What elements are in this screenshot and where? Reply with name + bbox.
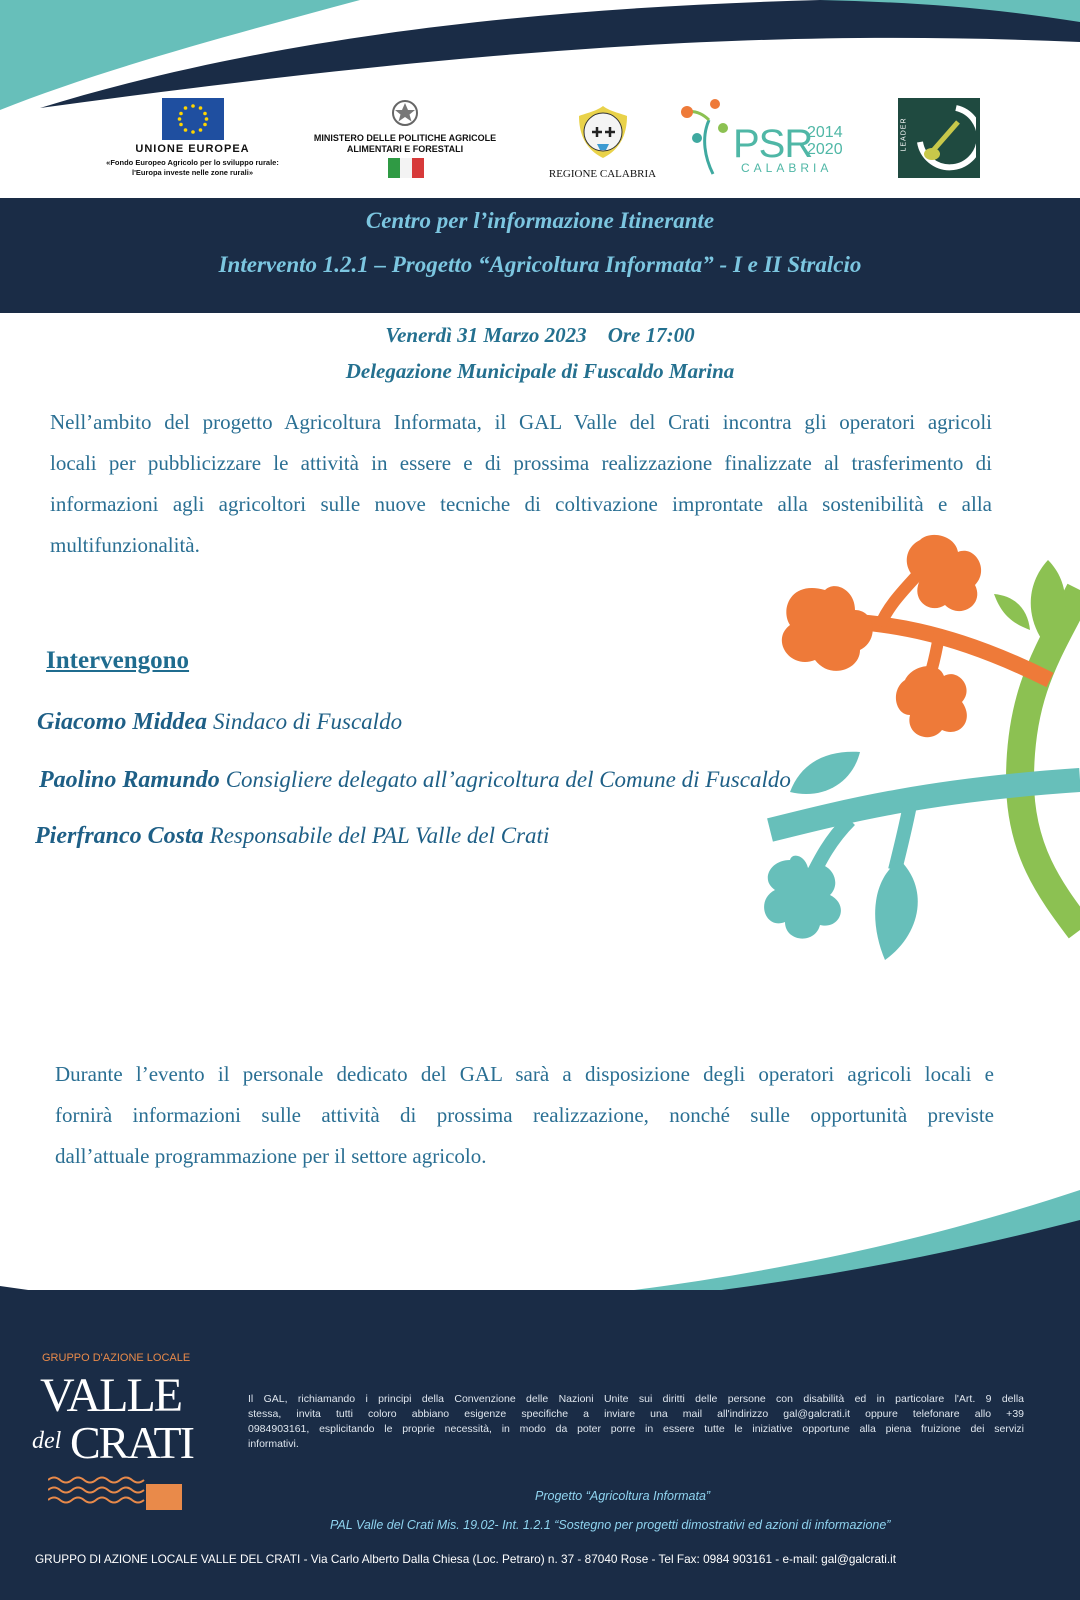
intro-line: informazioni agli agricoltori sulle nuove tecniche di coltivazione improntate alla sostenibilità e alla xyxy=(50,492,992,516)
accessibility-notice xyxy=(248,1392,1024,1452)
speaker-role: Responsabile del PAL Valle del Crati xyxy=(209,823,550,848)
intro-line: Nell’ambito del progetto Agricoltura Informata, il GAL Valle del Crati incontra gli operatori agricoli xyxy=(50,410,992,434)
header-title-2: Intervento 1.2.1 – Progetto “Agricoltura Informata” - I e II Stralcio xyxy=(218,252,862,277)
psr-logo xyxy=(675,98,855,183)
ministry-line-2: ALIMENTARI E FORESTALI xyxy=(346,144,464,154)
psr-plant-icon xyxy=(675,98,735,176)
ministry-line-1: MINISTERO DELLE POLITICHE AGRICOLE xyxy=(313,133,497,143)
leader-label: LEADER xyxy=(900,117,908,152)
psr-year-2: 2020 xyxy=(807,141,843,158)
footer-pal: PAL Valle del Crati Mis. 19.02- Int. 1.2.1 “Sostegno per progetti dimostrativi ed azioni di informazione” xyxy=(330,1518,891,1532)
header-title-1: Centro per l’informazione Itinerante xyxy=(365,208,715,233)
event-time: Ore 17:00 xyxy=(607,323,695,347)
eu-flag-icon xyxy=(162,98,224,140)
speaker-role: Consigliere delegato all’agricoltura del Comune di Fuscaldo xyxy=(225,767,791,792)
italian-emblem-icon xyxy=(391,98,419,128)
regione-calabria-logo xyxy=(540,104,665,184)
footer-organization: GRUPPO DI AZIONE LOCALE VALLE DEL CRATI xyxy=(35,1552,301,1566)
eu-subtitle-2: l'Europa investe nelle zone rurali» xyxy=(132,168,253,177)
closing-line: fornirà informazioni sulle attività di prossima realizzazione, nonché sulle opportunità previste xyxy=(55,1103,994,1127)
gal-logo-crati: CRATI xyxy=(70,1417,193,1468)
psr-subtitle: CALABRIA xyxy=(741,161,833,175)
accessibility-line: Il GAL, richiamando i principi della Convenzione delle Nazioni Unite sui diritti delle persone con disabilità ed in particolare l'Art. 9 della xyxy=(248,1393,1024,1405)
psr-main: PSR xyxy=(733,122,813,166)
speaker-row xyxy=(37,709,402,736)
ministry-logo xyxy=(290,98,520,183)
accessibility-line: informativi. xyxy=(248,1438,299,1450)
gal-logo-top: GRUPPO D'AZIONE LOCALE xyxy=(42,1352,191,1364)
branch-decoration xyxy=(730,530,1080,990)
speaker-role: Sindaco di Fuscaldo xyxy=(212,709,403,734)
calabria-crest-icon xyxy=(575,104,631,160)
eu-subtitle-1: «Fondo Europeo Agricolo per lo sviluppo rurale: xyxy=(106,158,279,167)
speaker-name: Giacomo Middea xyxy=(37,709,207,735)
footer-contact-line xyxy=(35,1552,896,1566)
speakers-heading: Intervengono xyxy=(46,647,190,674)
speaker-name: Pierfranco Costa xyxy=(35,823,204,849)
region-label: REGIONE CALABRIA xyxy=(548,168,657,180)
event-date: Venerdì 31 Marzo 2023 xyxy=(385,323,587,347)
speaker-row xyxy=(39,767,791,794)
gal-logo-valle: VALLE xyxy=(40,1369,182,1422)
closing-line: Durante l’evento il personale dedicato del GAL sarà a disposizione degli operatori agricoli locali e xyxy=(55,1062,994,1086)
italian-flag-icon xyxy=(388,158,424,178)
event-place: Delegazione Municipale di Fuscaldo Marina xyxy=(345,359,735,383)
intro-line: multifunzionalità. xyxy=(50,533,200,557)
gal-logo-del: del xyxy=(32,1428,62,1454)
waves-icon xyxy=(48,1474,148,1504)
speaker-row xyxy=(35,823,549,850)
speaker-name: Paolino Ramundo xyxy=(39,767,220,793)
closing-line: dall’attuale programmazione per il settore agricolo. xyxy=(55,1144,487,1168)
gal-valle-crati-logo xyxy=(28,1350,198,1520)
accessibility-line: 0984903161, esplicitando le proprie necessità, in modo da poter porre in essere tutte le iniziative opportune alla piena fruizione dei servizi xyxy=(248,1423,1024,1435)
leader-emblem-icon xyxy=(912,102,976,174)
event-date-time xyxy=(0,323,1080,348)
footer-address: - Via Carlo Alberto Dalla Chiesa (Loc. Petraro) n. 37 - 87040 Rose - Tel Fax: 0984 903161 - e-mail: gal@galcrati.it xyxy=(300,1552,897,1566)
accessibility-line: stessa, invita tutti coloro abbiano esigenze specifiche a inviare una mail all'indirizzo gal@galcrati.it oppure telefonare allo +39 xyxy=(248,1408,1024,1420)
intro-line: locali per pubblicizzare le attività in essere e di prossima realizzazione finalizzate al trasferimento di xyxy=(50,451,992,475)
leader-logo xyxy=(898,98,980,178)
psr-year-1: 2014 xyxy=(807,124,843,141)
eu-logo xyxy=(95,98,290,183)
train-icon xyxy=(146,1484,182,1510)
closing-paragraph xyxy=(55,1054,994,1177)
eu-title: UNIONE EUROPEA xyxy=(135,143,250,155)
footer-project: Progetto “Agricoltura Informata” xyxy=(535,1489,711,1503)
